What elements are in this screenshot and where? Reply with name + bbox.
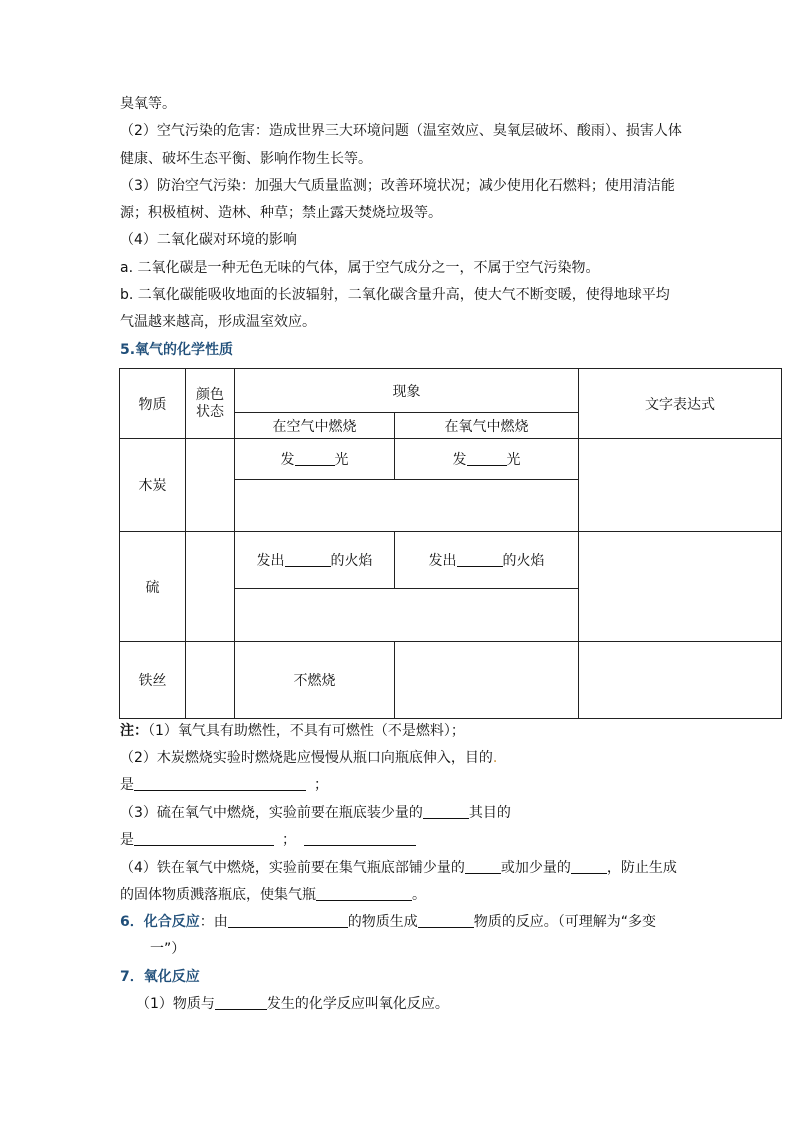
note-3-answer: [120, 830, 416, 850]
note-4-middle: 或加少量的: [500, 860, 571, 876]
note-4-line-2-suffix: 。: [412, 887, 426, 903]
note-3-blank-2[interactable]: [304, 831, 416, 846]
intro-line-ozone: 臭氧等。: [120, 96, 176, 112]
co2-point-b-line-2: 气温越来越高，形成温室效应。: [120, 314, 316, 330]
header-in-air: 在空气中燃烧: [235, 413, 395, 439]
row-sulfur-color: [186, 532, 235, 642]
note-2-text: （2）木炭燃烧实验时燃烧匙应慢慢从瓶口向瓶底伸入，目的: [120, 750, 493, 766]
header-in-oxygen: 在氧气中燃烧: [395, 413, 579, 439]
note-3-is: 是: [120, 832, 134, 848]
row-charcoal-color: [186, 439, 235, 532]
row-iron-equation[interactable]: [579, 642, 782, 719]
note-2-answer: [120, 775, 328, 795]
note-4-line-2: [120, 885, 426, 905]
row-iron-air: 不燃烧: [235, 642, 395, 719]
note-2: [120, 748, 497, 768]
note-4-blank-1[interactable]: [465, 859, 501, 874]
note-2-dot: .: [492, 750, 498, 766]
sulfur-air-prefix: 发出: [256, 553, 285, 569]
charcoal-air-suffix: 光: [334, 452, 349, 468]
sulfur-air-blank[interactable]: [285, 552, 331, 567]
note-4-line-2-prefix: 的固体物质溅落瓶底，使集气瓶: [120, 887, 316, 903]
note-1: [120, 721, 465, 741]
header-state: 状态: [196, 403, 224, 420]
oxygen-properties-table: [119, 368, 782, 719]
section-6-end: 物质的反应。（可理解为“多变: [473, 914, 657, 930]
row-sulfur-equation[interactable]: [579, 532, 782, 642]
row-charcoal-air: [235, 439, 395, 480]
co2-title: （4）二氧化碳对环境的影响: [120, 232, 297, 248]
note-3-prefix: （3）硫在氧气中燃烧，实验前要在瓶底装少量的: [120, 805, 423, 821]
section-6-blank-2[interactable]: [418, 913, 474, 928]
row-charcoal-extra[interactable]: [235, 480, 579, 532]
section-5-title: 5.氧气的化学性质: [120, 342, 234, 358]
charcoal-air-blank[interactable]: [295, 451, 335, 466]
sulfur-oxygen-suffix: 的火焰: [502, 553, 545, 569]
row-iron-oxygen[interactable]: [395, 642, 579, 719]
row-sulfur-extra[interactable]: [235, 589, 579, 642]
harm-line-1: [120, 121, 682, 141]
row-sulfur-name: 硫: [120, 532, 186, 642]
co2-point-a: a. 二氧化碳是一种无色无味的气体，属于空气成分之一，不属于空气污染物。: [120, 260, 600, 276]
note-2-is: 是: [120, 777, 134, 793]
note-2-end: ；: [314, 777, 328, 793]
header-equation: 文字表达式: [579, 369, 782, 439]
note-4-blank-2[interactable]: [571, 859, 607, 874]
note-4: [120, 858, 677, 878]
charcoal-air-prefix: 发: [280, 452, 295, 468]
charcoal-oxygen-blank[interactable]: [467, 451, 507, 466]
header-color: 颜色: [196, 386, 224, 403]
section-6-from: ：由: [199, 914, 228, 930]
row-sulfur-oxygen: [395, 532, 579, 589]
section-6-blank-1[interactable]: [228, 913, 348, 928]
section-6: [120, 912, 656, 932]
note-2-blank[interactable]: [134, 776, 306, 791]
header-color-state: [186, 369, 235, 439]
note-4-blank-3[interactable]: [316, 886, 412, 901]
note-3: [120, 803, 511, 823]
header-substance: 物质: [120, 369, 186, 439]
row-charcoal-equation[interactable]: [579, 439, 782, 532]
section-6-label: 6．化合反应: [120, 914, 200, 930]
harm-label: （2）空气污染的危害：: [120, 123, 269, 139]
note-4-suffix: ，防止生成: [606, 860, 677, 876]
sulfur-oxygen-blank[interactable]: [457, 552, 503, 567]
header-phenomenon: 现象: [235, 369, 579, 413]
note-3-blank[interactable]: [423, 804, 469, 819]
section-7-item-1: [136, 994, 449, 1014]
row-charcoal-name: 木炭: [120, 439, 186, 532]
section-7-item-prefix: （1）物质与: [136, 996, 215, 1012]
note-label: 注：: [120, 723, 148, 739]
section-6-middle: 的物质生成: [347, 914, 418, 930]
row-iron-color: [186, 642, 235, 719]
harm-text: 造成世界三大环境问题（温室效应、臭氧层破坏、酸雨）、损害人体: [268, 123, 682, 139]
row-sulfur-air: [235, 532, 395, 589]
note-4-prefix: （4）铁在氧气中燃烧，实验前要在集气瓶底部铺少量的: [120, 860, 465, 876]
row-iron-name: 铁丝: [120, 642, 186, 719]
prevent-line-1: （3）防治空气污染：加强大气质量监测；改善环境状况；减少使用化石燃料；使用清洁能: [120, 178, 675, 194]
note-3-separator: ；: [282, 832, 296, 848]
harm-line-2: 健康、破坏生态平衡、影响作物生长等。: [120, 151, 372, 167]
charcoal-oxygen-prefix: 发: [452, 452, 467, 468]
note-1-text: （1）氧气具有助燃性，不具有可燃性（不是燃料）；: [148, 723, 465, 739]
section-7-title: 7．氧化反应: [120, 969, 200, 985]
charcoal-oxygen-suffix: 光: [506, 452, 521, 468]
section-7-item-suffix: 发生的化学反应叫氧化反应。: [266, 996, 449, 1012]
co2-point-b-line-1: b. 二氧化碳能吸收地面的长波辐射，二氧化碳含量升高，使大气不断变暖，使得地球平均: [120, 287, 670, 303]
prevent-line-2: 源；积极植树、造林、种草；禁止露天焚烧垃圾等。: [120, 205, 442, 221]
sulfur-oxygen-prefix: 发出: [428, 553, 457, 569]
note-3-suffix: 其目的: [468, 805, 511, 821]
note-3-blank-1[interactable]: [134, 831, 274, 846]
section-7-blank[interactable]: [215, 995, 267, 1010]
section-6-line-2: 一”）: [150, 941, 186, 957]
row-charcoal-oxygen: [395, 439, 579, 480]
sulfur-air-suffix: 的火焰: [330, 553, 373, 569]
